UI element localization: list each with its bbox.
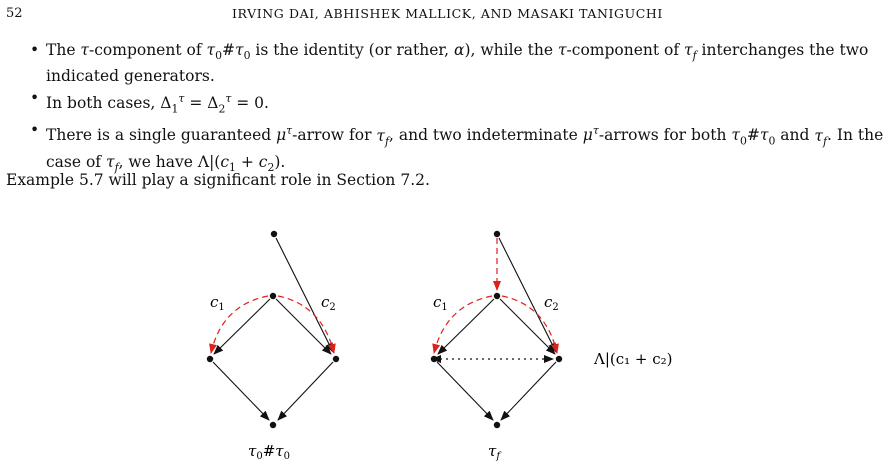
vertex-top [494, 231, 500, 237]
label-c1: $c_1$ [210, 293, 225, 313]
example-sentence: Example 5.7 will play a significant role in Section 7.2. [6, 171, 430, 189]
label-c2: $c_2$ [544, 293, 559, 313]
bullet-list [30, 40, 890, 179]
arrow-left-bottom [437, 362, 493, 420]
vertex-left [207, 356, 213, 362]
right-diagram [431, 231, 673, 462]
commutative-diagram [0, 220, 895, 465]
left-diagram [207, 231, 339, 462]
vertex-right [556, 356, 562, 362]
vertex-mid [270, 293, 276, 299]
running-head: IRVING DAI, ABHISHEK MALLICK, AND MASAKI TANIGUCHI [232, 6, 663, 21]
label-c1: $c_1$ [433, 293, 448, 313]
arrow-left-bottom [213, 362, 269, 420]
label-lambda: Λ|(c₁ + c₂) [594, 350, 673, 368]
vertex-top [271, 231, 277, 237]
bullet-item: • The τ-component of $\tau_0\#\tau_0$ is the identity (or rather, α), while the τ-component of $\tau_f$ interchanges the two indicated generators. [30, 40, 890, 87]
vertex-left [431, 356, 437, 362]
page-number: 52 [6, 6, 23, 21]
vertex-mid [494, 293, 500, 299]
vertex-bottom [494, 422, 500, 428]
bullet-item: • In both cases, $\Delta_1^\tau = \Delta_2^\tau = 0$. [30, 88, 890, 119]
arrow-right-bottom [501, 362, 556, 420]
label-tau-f: $\tau_f$ [488, 442, 501, 462]
bullet-item: • There is a single guaranteed $\mu^\tau$-arrow for $\tau_f$, and two indeterminate $\mu^\tau$-arrows for both $\tau_0\#\tau_0$ and $\tau_f$. In the case of $\tau_f$, we have $\Lambda|(c_1 + c_2)$. [30, 120, 890, 177]
arrow-right-bottom [278, 362, 333, 420]
vertex-bottom [270, 422, 276, 428]
label-tau0-sharp-tau0: $\tau_0\#\tau_0$ [248, 442, 290, 462]
page-header [0, 4, 895, 28]
vertex-right [333, 356, 339, 362]
label-c2: $c_2$ [321, 293, 336, 313]
